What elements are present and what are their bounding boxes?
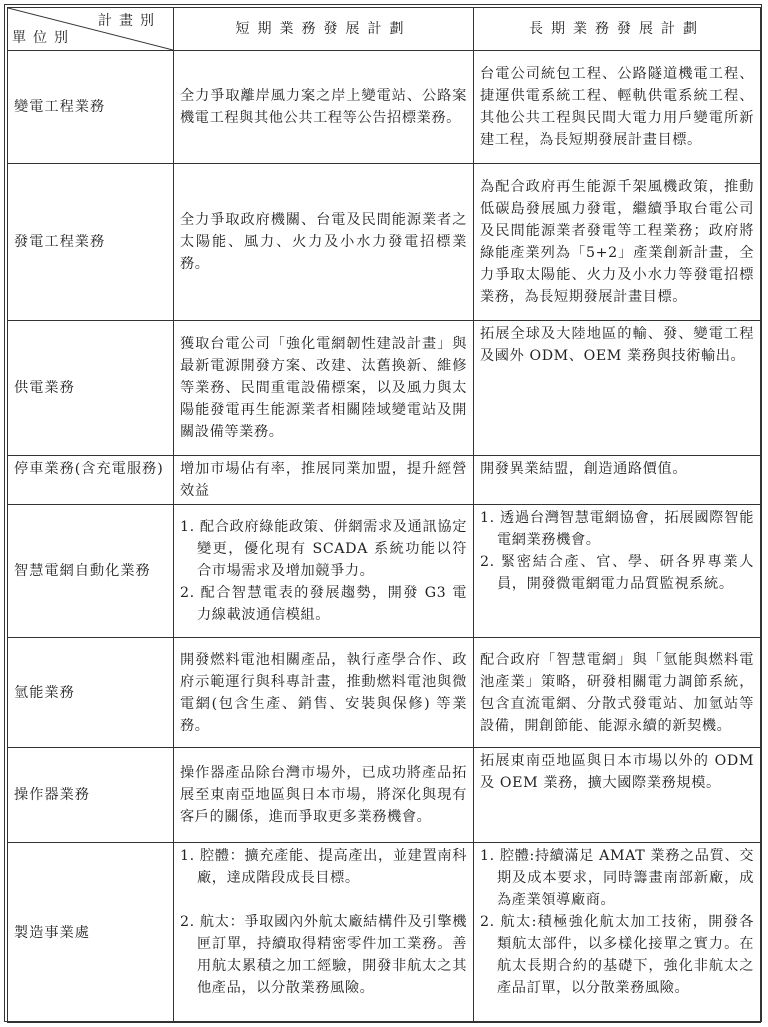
short-term-header: 短期業務發展計劃 — [174, 8, 474, 51]
short-term-cell: 操作器產品除台灣市場外，已成功將產品拓展至東南亞地區與日本市場，將深化與現有客戶的關係，進而爭取更多業務機會。 — [174, 748, 474, 843]
short-term-cell: 增加市場佔有率，推展同業加盟，提升經營效益 — [174, 456, 474, 505]
table-row — [8, 321, 761, 456]
long-term-list — [480, 845, 754, 999]
long-term-header: 長期業務發展計劃 — [474, 8, 761, 51]
short-term-cell: 開發燃料電池相關產品，執行產學合作、政府示範運行與科專計畫，推動燃料電池與微電網(包含生產、銷售、安裝與保修) 等業務。 — [174, 638, 474, 748]
list-item: 1. 腔體：擴充產能、提高產出，並建置南科廠，達成階段成長目標。 — [180, 848, 467, 886]
table-row — [8, 843, 761, 1023]
diagonal-corner-header — [8, 8, 174, 51]
list-item: 1. 配合政府綠能政策、併網需求及通訊協定變更，優化現有 SCADA 系統功能以符合市場需求及增加競爭力。 — [180, 519, 467, 579]
table-row — [8, 638, 761, 748]
short-term-cell — [174, 843, 474, 1023]
long-term-cell: 台電公司統包工程、公路隧道機電工程、捷運供電系統工程、輕軌供電系統工程、其他公共工程與民間大電力用戶變電所新建工程，為長短期發展計畫目標。 — [474, 51, 761, 164]
short-term-list — [180, 516, 467, 626]
table-row — [8, 456, 761, 505]
unit-cell: 製造事業處 — [8, 843, 174, 1023]
table-row — [8, 164, 761, 321]
short-term-cell: 全力爭取政府機關、台電及民間能源業者之太陽能、風力、火力及小水力發電招標業務。 — [174, 164, 474, 321]
header-row — [8, 8, 761, 51]
long-term-cell: 為配合政府再生能源千架風機政策，推動低碳島發展風力發電，繼續爭取台電公司及民間能源業者發電等工程業務；政府將綠能產業列為「5+2」產業創新計畫，全力爭取太陽能、火力及小水力等發電招標業務，為長短期發展計畫目標。 — [474, 164, 761, 321]
table-row — [8, 505, 761, 638]
long-term-cell: 拓展全球及大陸地區的輸、發、變電工程及國外 ODM、OEM 業務與技術輸出。 — [474, 321, 761, 456]
list-item: 2. 配合智慧電表的發展趨勢，開發 G3 電力線載波通信模組。 — [180, 585, 467, 623]
unit-cell: 智慧電網自動化業務 — [8, 505, 174, 638]
list-item: 1. 透過台灣智慧電網協會，拓展國際智能電網業務機會。 — [480, 510, 754, 548]
short-term-list — [180, 845, 467, 999]
business-plan-table — [7, 7, 761, 1023]
unit-cell: 發電工程業務 — [8, 164, 174, 321]
unit-cell: 停車業務(含充電服務) — [8, 456, 174, 505]
unit-label: 單位別 — [12, 30, 75, 46]
unit-cell: 變電工程業務 — [8, 51, 174, 164]
short-term-cell — [174, 505, 474, 638]
list-item: 2. 航太：爭取國內外航太廠結構件及引擎機匣訂單，持續取得精密零件加工業務。善用航太累積之加工經驗，開發非航太之其他產品，以分散業務風險。 — [180, 914, 467, 996]
list-item: 1. 腔體:持續滿足 AMAT 業務之品質、交期及成本要求，同時籌畫南部新廠，成為產業領導廠商。 — [480, 848, 754, 908]
long-term-cell: 拓展東南亞地區與日本市場以外的 ODM 及 OEM 業務，擴大國際業務規模。 — [474, 748, 761, 843]
long-term-cell — [474, 505, 761, 638]
unit-cell: 氫能業務 — [8, 638, 174, 748]
unit-cell: 供電業務 — [8, 321, 174, 456]
table-row — [8, 748, 761, 843]
plan-type-label: 計畫別 — [98, 13, 161, 29]
long-term-cell: 配合政府「智慧電網」與「氫能與燃料電池產業」策略，研發相關電力調節系統，包含直流電網、分散式發電站、加氫站等設備，開創節能、能源永續的新契機。 — [474, 638, 761, 748]
list-item: 2. 緊密結合產、官、學、研各界專業人員，開發微電網電力品質監視系統。 — [480, 554, 754, 592]
short-term-cell: 獲取台電公司「強化電網韌性建設計畫」與最新電源開發方案、改建、汰舊換新、維修等業務、民間重電設備標案，以及風力與太陽能發電再生能源業者相關陸域變電站及開關設備等業務。 — [174, 321, 474, 456]
table-row — [8, 51, 761, 164]
long-term-cell — [474, 843, 761, 1023]
short-term-cell: 全力爭取離岸風力案之岸上變電站、公路案機電工程與其他公共工程等公告招標業務。 — [174, 51, 474, 164]
long-term-cell: 開發異業結盟，創造通路價值。 — [474, 456, 761, 505]
long-term-list — [480, 507, 754, 595]
unit-cell: 操作器業務 — [8, 748, 174, 843]
list-item: 2. 航太:積極強化航太加工技術，開發各類航太部件，以多樣化接單之實力。在航太長期合約的基礎下，強化非航太之產品訂單，以分散業務風險。 — [480, 914, 754, 996]
